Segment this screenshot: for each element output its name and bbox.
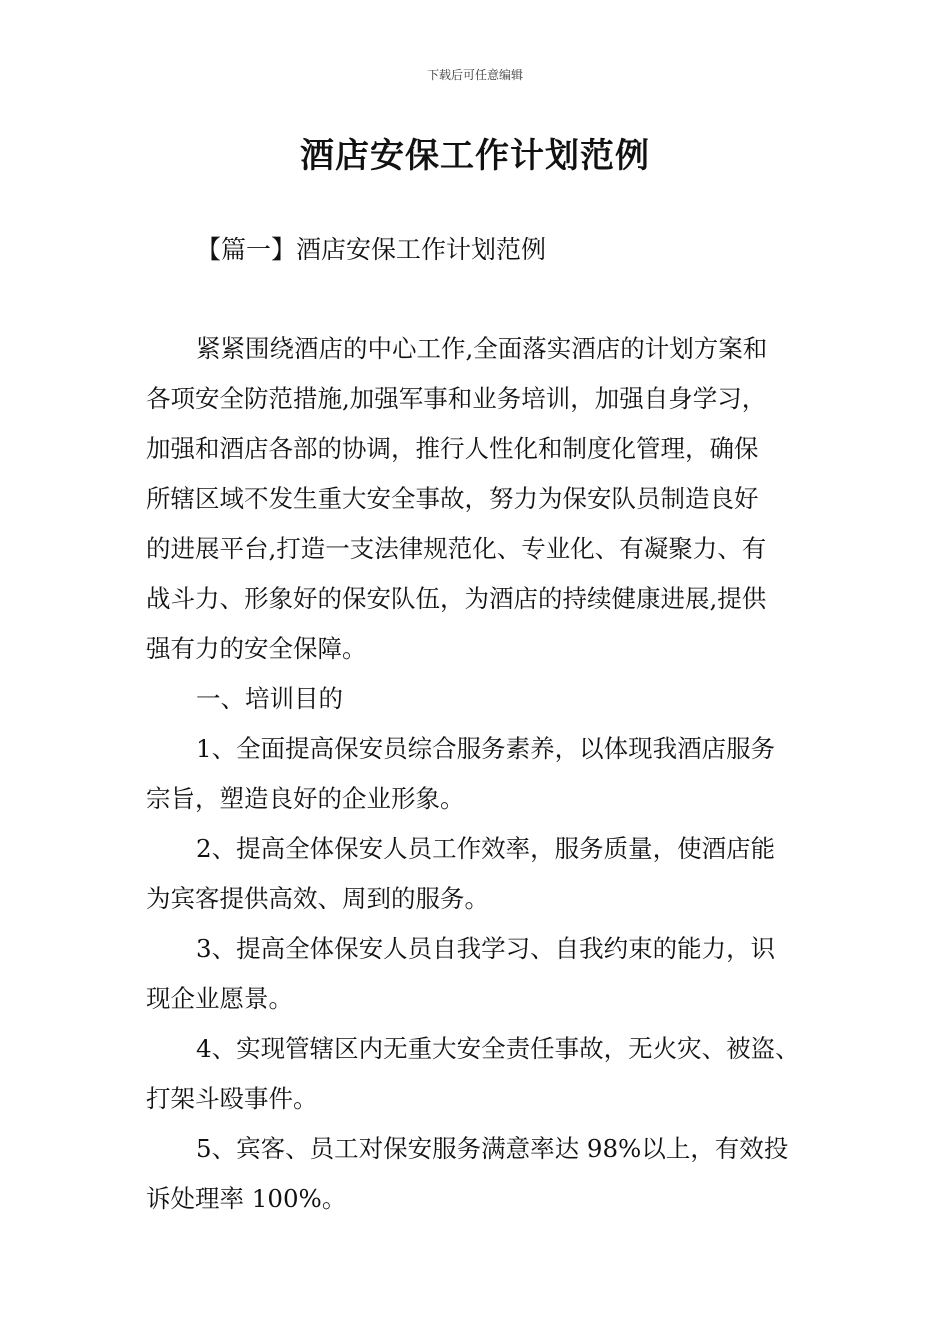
- body-text: [146, 324, 810, 1224]
- list-item-line: 现企业愿景。: [146, 984, 293, 1013]
- paragraph-line: 的进展平台,打造一支法律规范化、专业化、有凝聚力、有: [146, 534, 767, 563]
- list-item-line: 5、宾客、员工对保安服务满意率达 98%以上，有效投: [196, 1134, 789, 1163]
- list-item-line: 3、提高全体保安人员自我学习、自我约束的能力，识: [196, 934, 776, 963]
- list-item-line: 2、提高全体保安人员工作效率，服务质量，使酒店能: [196, 834, 776, 863]
- header-note: 下载后可任意编辑: [426, 68, 523, 82]
- list-item-line: 打架斗殴事件。: [146, 1084, 318, 1113]
- paragraph-line: 强有力的安全保障。: [146, 634, 367, 663]
- section-heading: 【篇一】酒店安保工作计划范例: [196, 235, 547, 264]
- list-item-line: 为宾客提供高效、周到的服务。: [146, 884, 489, 913]
- paragraph-line: 战斗力、形象好的保安队伍，为酒店的持续健康进展,提供: [146, 584, 767, 613]
- paragraph-line: 各项安全防范措施,加强军事和业务培训，加强自身学习，: [146, 384, 767, 413]
- list-item-line: 1、全面提高保安员综合服务素养，以体现我酒店服务: [196, 734, 776, 763]
- list-item-line: 诉处理率 100%。: [146, 1184, 347, 1213]
- paragraph-line: 所辖区域不发生重大安全事故，努力为保安队员制造良好: [146, 484, 759, 513]
- paragraph-line: 紧紧围绕酒店的中心工作,全面落实酒店的计划方案和: [196, 334, 768, 363]
- list-item-line: 4、实现管辖区内无重大安全责任事故，无火灾、被盗、: [196, 1034, 800, 1063]
- list-item-line: 宗旨，塑造良好的企业形象。: [146, 784, 465, 813]
- document-title: 酒店安保工作计划范例: [300, 136, 650, 176]
- paragraph-line: 加强和酒店各部的协调，推行人性化和制度化管理，确保: [146, 434, 759, 463]
- list-heading: 一、培训目的: [196, 684, 343, 713]
